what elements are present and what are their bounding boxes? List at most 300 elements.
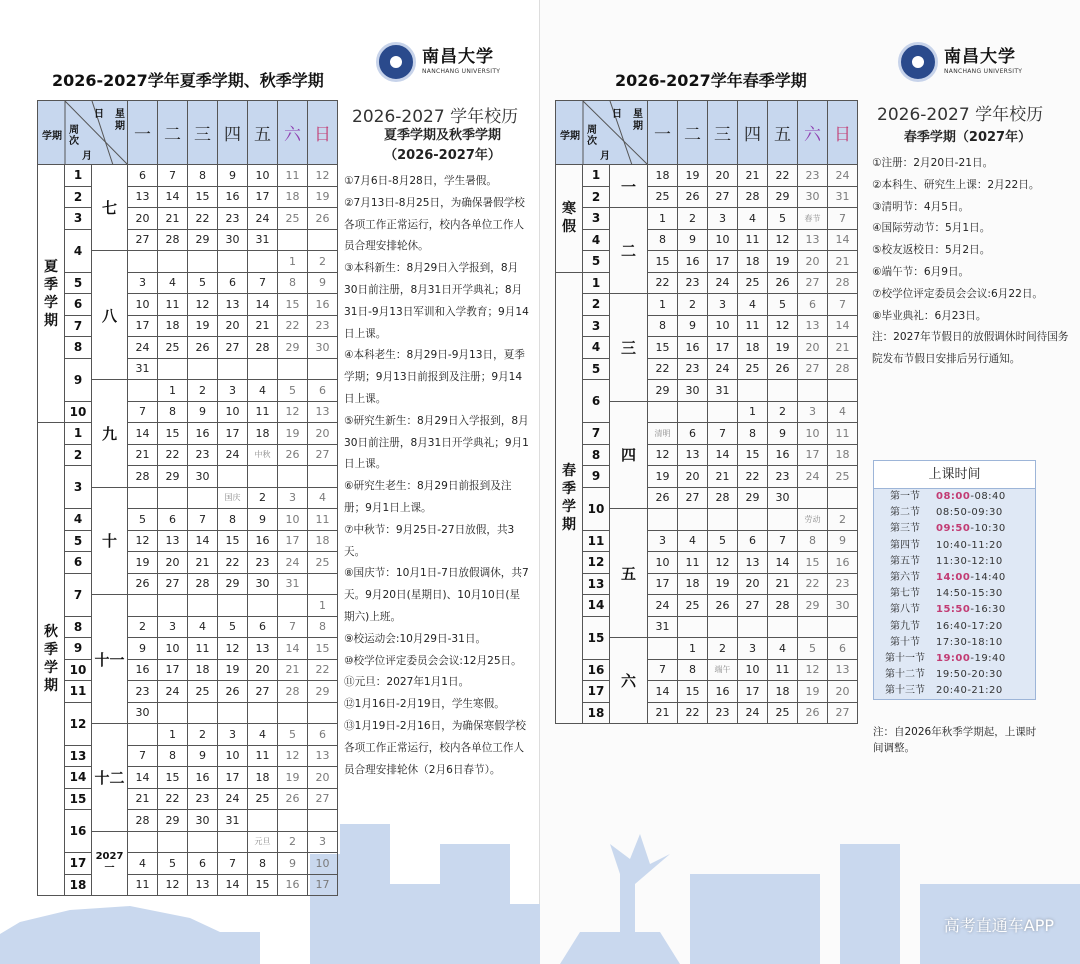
class-period-row	[874, 667, 1035, 683]
date-cell: 29	[798, 595, 828, 617]
table-row	[556, 294, 858, 316]
week-number: 8	[65, 616, 92, 638]
date-cell: 26	[768, 358, 798, 380]
date-cell	[278, 595, 308, 617]
date-cell: 4	[738, 294, 768, 316]
date-cell: 2	[248, 487, 278, 509]
date-cell	[128, 251, 158, 273]
note-item: ①注册：2月20日-21日。	[872, 157, 994, 169]
date-cell: 23	[308, 315, 338, 337]
week-number: 1	[583, 165, 610, 187]
date-cell	[678, 401, 708, 423]
date-cell: 26	[188, 337, 218, 359]
week-number: 8	[65, 337, 92, 359]
period-name: 第五节	[890, 555, 920, 567]
date-cell: 16	[128, 659, 158, 681]
table-row	[556, 616, 858, 638]
date-cell: 29	[738, 487, 768, 509]
date-cell: 28	[278, 681, 308, 703]
note-item: ⑩校学位评定委员会会议:12月25日。	[344, 654, 522, 667]
date-cell: 8	[648, 229, 678, 251]
date-cell: 21	[128, 788, 158, 810]
header-week-no: 周次	[69, 125, 79, 147]
date-cell	[158, 487, 188, 509]
week-number: 5	[583, 358, 610, 380]
table-row	[38, 659, 338, 681]
table-row	[38, 444, 338, 466]
date-cell	[308, 573, 338, 595]
date-cell: 23	[188, 444, 218, 466]
notes-subtitle: （2026-2027年）	[384, 148, 501, 163]
date-cell: 24	[158, 681, 188, 703]
week-number: 4	[583, 229, 610, 251]
date-cell: 20	[248, 659, 278, 681]
date-cell: 14	[188, 530, 218, 552]
date-cell: 30	[798, 186, 828, 208]
date-cell: 4	[248, 380, 278, 402]
date-cell: 25	[738, 272, 768, 294]
date-cell: 31	[248, 229, 278, 251]
date-cell	[218, 702, 248, 724]
semester-label: 寒假	[556, 165, 583, 273]
weekday-sat: 六	[278, 101, 308, 165]
period-end: -16:30	[970, 604, 1006, 616]
class-period-row	[874, 683, 1035, 699]
date-cell: 19	[798, 681, 828, 703]
note-item: ⑬1月19日-2月16日，为确保寒假学校各项工作正常运行，校内各单位工作人员合理安排轮休（2月6日春节）。	[344, 719, 526, 776]
table-row	[556, 165, 858, 187]
note-item: ⑪元旦：2027年1月1日。	[344, 676, 470, 689]
date-cell: 24	[218, 444, 248, 466]
weekday-sun: 日	[308, 101, 338, 165]
date-cell: 9	[308, 272, 338, 294]
date-cell	[218, 466, 248, 488]
date-cell	[648, 509, 678, 531]
note-item: ④国际劳动节：5月1日。	[872, 222, 991, 235]
semester-label: 春季学期	[556, 272, 583, 724]
period-start: 11:30	[936, 555, 968, 567]
date-cell: 12	[308, 165, 338, 187]
week-number: 10	[65, 659, 92, 681]
date-cell	[128, 380, 158, 402]
date-cell: 20	[308, 423, 338, 445]
note-item: ⑧国庆节：10月1日-7日放假调休，共7天。9月20日(星期日)、10月10日(星期六)上班。	[344, 567, 529, 623]
date-cell: 27	[218, 337, 248, 359]
date-cell: 25	[828, 466, 858, 488]
date-cell	[248, 595, 278, 617]
date-cell	[678, 509, 708, 531]
date-cell: 10	[648, 552, 678, 574]
period-start: 14:00	[936, 571, 971, 583]
date-cell: 24	[708, 272, 738, 294]
date-cell: 30	[308, 337, 338, 359]
date-cell: 25	[308, 552, 338, 574]
date-cell: 15	[278, 294, 308, 316]
date-cell: 2	[128, 616, 158, 638]
note-item: ⑫1月16日-2月19日，学生寒假。	[344, 698, 505, 711]
date-cell: 2	[278, 831, 308, 853]
date-cell: 13	[248, 638, 278, 660]
date-cell: 21	[738, 165, 768, 187]
week-number: 1	[583, 272, 610, 294]
header-semester: 学期	[560, 131, 580, 142]
date-cell: 30	[218, 229, 248, 251]
date-cell: 30	[768, 487, 798, 509]
week-number: 3	[583, 208, 610, 230]
university-logo	[898, 42, 1022, 82]
date-cell: 28	[188, 573, 218, 595]
month-label: 二	[610, 208, 648, 294]
date-cell	[278, 466, 308, 488]
date-cell: 17	[738, 681, 768, 703]
date-cell	[188, 251, 218, 273]
date-cell: 9	[188, 401, 218, 423]
date-cell: 元旦	[248, 831, 278, 853]
week-number: 9	[65, 358, 92, 401]
right-page	[540, 0, 1080, 964]
date-cell: 20	[128, 208, 158, 230]
calendar-table-summer-autumn	[37, 100, 338, 896]
date-cell	[678, 616, 708, 638]
date-cell: 5	[158, 853, 188, 875]
period-name: 第十三节	[885, 685, 925, 697]
date-cell: 13	[798, 229, 828, 251]
date-cell	[308, 229, 338, 251]
date-cell: 17	[278, 530, 308, 552]
date-cell: 1	[278, 251, 308, 273]
date-cell: 23	[768, 466, 798, 488]
period-end: -11:20	[967, 539, 1003, 551]
class-period-row	[874, 538, 1035, 554]
date-cell: 26	[308, 208, 338, 230]
period-start: 19:50	[936, 669, 968, 681]
date-cell: 18	[158, 315, 188, 337]
date-cell: 15	[248, 874, 278, 896]
date-cell: 13	[678, 444, 708, 466]
date-cell: 12	[218, 638, 248, 660]
week-number: 10	[65, 401, 92, 423]
date-cell	[188, 358, 218, 380]
date-cell: 29	[768, 186, 798, 208]
week-number: 6	[65, 294, 92, 316]
note-item: ②7月13日-8月25日，为确保暑假学校各项工作正常运行，校内各单位工作人员合理安排轮休。	[344, 196, 525, 253]
date-cell: 11	[158, 294, 188, 316]
month-label: 九	[92, 380, 128, 488]
date-cell: 6	[308, 724, 338, 746]
date-cell: 17	[708, 251, 738, 273]
class-time-title: 上课时间	[874, 461, 1035, 489]
date-cell: 8	[308, 616, 338, 638]
table-row	[38, 229, 338, 251]
period-name: 第六节	[890, 571, 920, 583]
date-cell: 14	[128, 423, 158, 445]
note-item: ⑥研究生老生：8月29日前报到及注册；9月1日上课。	[344, 480, 512, 514]
date-cell	[248, 251, 278, 273]
table-row	[38, 315, 338, 337]
week-number: 9	[65, 638, 92, 660]
date-cell	[828, 487, 858, 509]
date-cell: 30	[828, 595, 858, 617]
university-name-cn: 南昌大学	[944, 47, 1016, 67]
date-cell: 28	[828, 358, 858, 380]
week-number: 10	[583, 487, 610, 530]
date-cell: 19	[218, 659, 248, 681]
date-cell: 7	[188, 509, 218, 531]
week-number: 15	[583, 616, 610, 659]
note-item: ④本科老生：8月29日-9月13日，夏季学期；9月13日前报到及注册；9月14日上课。	[344, 349, 525, 405]
date-cell: 1	[738, 401, 768, 423]
date-cell: 14	[278, 638, 308, 660]
date-cell: 12	[158, 874, 188, 896]
weekday-wed: 三	[188, 101, 218, 165]
date-cell: 13	[188, 874, 218, 896]
date-cell: 7	[218, 853, 248, 875]
table-row	[38, 681, 338, 703]
date-cell: 31	[278, 573, 308, 595]
header-day: 日	[612, 109, 622, 120]
date-cell: 15	[678, 681, 708, 703]
week-number: 9	[583, 466, 610, 488]
date-cell	[738, 380, 768, 402]
header-month: 月	[82, 151, 92, 162]
date-cell: 19	[278, 423, 308, 445]
date-cell: 24	[738, 702, 768, 724]
date-cell: 12	[798, 659, 828, 681]
date-cell	[128, 487, 158, 509]
date-cell: 11	[278, 165, 308, 187]
semester-label: 秋季学期	[38, 423, 65, 896]
date-cell: 9	[828, 530, 858, 552]
date-cell: 14	[828, 315, 858, 337]
period-end: -08:40	[970, 491, 1006, 502]
date-cell: 8	[278, 272, 308, 294]
date-cell	[158, 702, 188, 724]
date-cell: 17	[218, 767, 248, 789]
period-name: 第十一节	[885, 652, 925, 664]
month-label: 五	[610, 509, 648, 638]
date-cell: 9	[218, 165, 248, 187]
date-cell: 1	[158, 380, 188, 402]
date-cell	[708, 616, 738, 638]
week-number: 2	[583, 186, 610, 208]
date-cell: 25	[678, 595, 708, 617]
date-cell: 14	[158, 186, 188, 208]
date-cell: 5	[278, 724, 308, 746]
date-cell: 22	[678, 702, 708, 724]
table-row	[38, 853, 338, 875]
date-cell: 9	[278, 853, 308, 875]
date-cell: 28	[158, 229, 188, 251]
date-cell: 24	[218, 788, 248, 810]
university-name-cn: 南昌大学	[422, 47, 494, 67]
table-row	[38, 165, 338, 187]
date-cell: 11	[738, 315, 768, 337]
date-cell: 22	[308, 659, 338, 681]
date-cell	[128, 595, 158, 617]
week-number: 17	[583, 681, 610, 703]
date-cell: 国庆	[218, 487, 248, 509]
date-cell: 20	[158, 552, 188, 574]
date-cell: 5	[768, 294, 798, 316]
date-cell: 12	[648, 444, 678, 466]
date-cell	[188, 595, 218, 617]
watermark: 高考直通车APP	[943, 916, 1054, 935]
period-end: -09:30	[967, 507, 1003, 519]
weekday-thu: 四	[738, 101, 768, 165]
date-cell: 15	[648, 251, 678, 273]
date-cell: 8	[158, 745, 188, 767]
date-cell: 19	[278, 767, 308, 789]
period-name: 第三节	[890, 523, 920, 535]
date-cell: 端午	[708, 659, 738, 681]
date-cell: 18	[738, 337, 768, 359]
week-number: 3	[583, 315, 610, 337]
note-item: ⑧毕业典礼：6月23日。	[872, 309, 987, 322]
date-cell: 9	[128, 638, 158, 660]
week-number: 2	[65, 186, 92, 208]
date-cell: 7	[158, 165, 188, 187]
period-start: 16:40	[936, 620, 968, 632]
week-number: 1	[65, 423, 92, 445]
month-label: 四	[610, 401, 648, 509]
date-cell: 27	[128, 229, 158, 251]
date-cell: 17	[158, 659, 188, 681]
date-cell: 27	[798, 358, 828, 380]
week-number: 7	[583, 423, 610, 445]
date-cell: 25	[188, 681, 218, 703]
week-number: 7	[65, 573, 92, 616]
date-cell: 11	[768, 659, 798, 681]
date-cell: 16	[308, 294, 338, 316]
table-row	[556, 530, 858, 552]
date-cell: 21	[128, 444, 158, 466]
date-cell: 5	[768, 208, 798, 230]
date-cell	[648, 638, 678, 660]
date-cell: 7	[128, 401, 158, 423]
date-cell: 4	[248, 724, 278, 746]
table-row	[38, 466, 338, 488]
period-name: 第四节	[890, 539, 920, 551]
table-row	[556, 681, 858, 703]
date-cell: 19	[308, 186, 338, 208]
date-cell: 22	[278, 315, 308, 337]
date-cell: 19	[708, 573, 738, 595]
date-cell: 19	[678, 165, 708, 187]
date-cell: 9	[678, 229, 708, 251]
date-cell: 1	[648, 294, 678, 316]
date-cell: 14	[768, 552, 798, 574]
month-label: 十二	[92, 724, 128, 832]
date-cell: 12	[278, 745, 308, 767]
weekday-sun: 日	[828, 101, 858, 165]
week-number: 4	[65, 509, 92, 531]
date-cell: 22	[188, 208, 218, 230]
date-cell: 15	[798, 552, 828, 574]
date-cell: 3	[708, 294, 738, 316]
date-cell: 20	[738, 573, 768, 595]
period-start: 10:40	[936, 539, 968, 551]
table-row	[38, 788, 338, 810]
date-cell: 14	[828, 229, 858, 251]
date-cell: 7	[248, 272, 278, 294]
date-cell: 3	[278, 487, 308, 509]
period-start: 15:50	[936, 604, 971, 616]
date-cell: 23	[798, 165, 828, 187]
university-name-en: NANCHANG UNIVERSITY	[422, 68, 501, 75]
date-cell: 23	[678, 272, 708, 294]
date-cell: 2	[678, 208, 708, 230]
date-cell	[218, 595, 248, 617]
date-cell: 17	[798, 444, 828, 466]
date-cell: 24	[828, 165, 858, 187]
week-number: 11	[583, 530, 610, 552]
date-cell: 23	[708, 702, 738, 724]
date-cell: 9	[678, 315, 708, 337]
date-cell	[128, 724, 158, 746]
date-cell: 10	[278, 509, 308, 531]
date-cell: 16	[828, 552, 858, 574]
week-number: 6	[583, 380, 610, 423]
table-row	[38, 358, 338, 380]
week-number: 16	[65, 810, 92, 853]
date-cell: 22	[158, 444, 188, 466]
date-cell	[798, 616, 828, 638]
date-cell: 22	[768, 165, 798, 187]
period-end: -19:40	[970, 652, 1006, 664]
date-cell: 1	[678, 638, 708, 660]
weekday-mon: 一	[648, 101, 678, 165]
date-cell: 2	[708, 638, 738, 660]
table-row	[38, 208, 338, 230]
table-row	[38, 530, 338, 552]
date-cell: 24	[248, 208, 278, 230]
period-start: 20:40	[936, 685, 968, 697]
date-cell: 29	[648, 380, 678, 402]
date-cell: 18	[188, 659, 218, 681]
table-row	[38, 509, 338, 531]
date-cell	[158, 358, 188, 380]
month-label: 七	[92, 165, 128, 251]
date-cell: 6	[678, 423, 708, 445]
date-cell: 清明	[648, 423, 678, 445]
date-cell: 18	[678, 573, 708, 595]
weekday-wed: 三	[708, 101, 738, 165]
date-cell: 18	[768, 681, 798, 703]
date-cell	[158, 595, 188, 617]
week-number: 14	[65, 767, 92, 789]
table-row	[556, 573, 858, 595]
date-cell: 11	[828, 423, 858, 445]
date-cell: 26	[678, 186, 708, 208]
date-cell: 25	[648, 186, 678, 208]
period-start: 08:50	[936, 507, 968, 519]
note-item: ⑦中秋节：9月25日-27日放假，共3天。	[344, 523, 515, 558]
date-cell: 11	[248, 401, 278, 423]
date-cell	[218, 831, 248, 853]
header-day: 日	[94, 109, 104, 120]
date-cell: 14	[648, 681, 678, 703]
class-period-row	[874, 635, 1035, 651]
period-end: -14:40	[970, 571, 1006, 583]
date-cell	[158, 831, 188, 853]
table-row	[38, 573, 338, 595]
date-cell: 24	[708, 358, 738, 380]
date-cell: 21	[828, 251, 858, 273]
date-cell: 20	[218, 315, 248, 337]
table-corner-header	[38, 101, 128, 165]
date-cell: 16	[678, 337, 708, 359]
date-cell: 29	[308, 681, 338, 703]
